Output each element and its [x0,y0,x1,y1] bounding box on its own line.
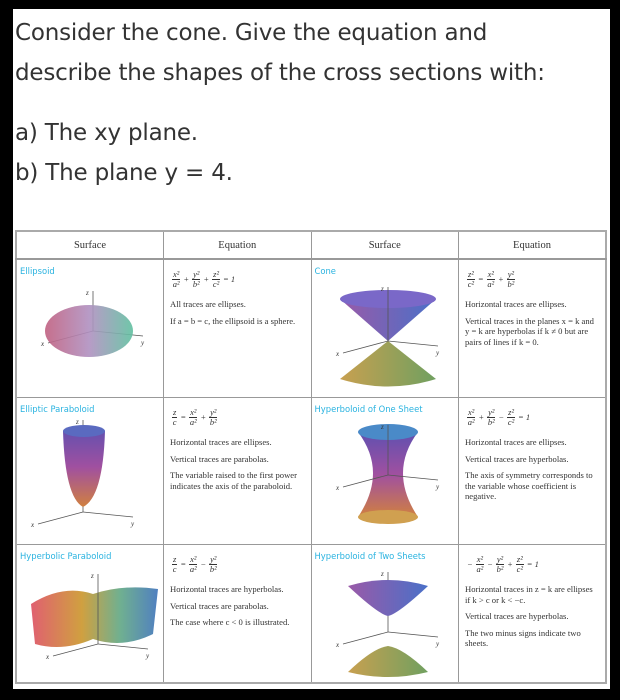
surface-equation [467,555,599,574]
z-axis-label: z [380,284,384,293]
equation-fraction [209,408,217,427]
equation-fraction [476,555,484,574]
numerator: x² [190,554,197,564]
denominator: a² [467,417,475,427]
denominator: b² [487,417,495,427]
surface-cell [16,545,164,683]
equation-operator: − [467,559,473,570]
denominator: a² [189,564,197,574]
paraboloid-surface [63,427,105,507]
question-part-a: a) The xy plane. [15,120,198,146]
surface-cell [16,259,164,398]
equation-fraction [487,408,495,427]
denominator: c [172,417,177,427]
y-axis-label: y [141,338,145,347]
surface-note: The two minus signs indicate two sheets. [465,627,581,648]
denominator: b² [209,417,217,427]
numerator: y² [210,407,217,417]
question-text [15,13,545,193]
numerator: x² [468,407,475,417]
equation-fraction [189,408,197,427]
hyperboloid-one-figure [318,417,458,535]
equation-fraction [507,408,515,427]
x-axis-label: x [46,652,50,661]
numerator: x² [487,269,494,279]
denominator: c² [212,279,220,289]
cone-figure [318,279,458,397]
surface-cell [16,398,164,545]
numerator: z² [516,554,523,564]
surface-cell [311,398,459,545]
surface-note: All traces are ellipses. [170,299,246,309]
equation-cell [164,259,312,398]
surface-equation [467,408,599,427]
equation-fraction [467,270,475,289]
question-line: Consider the cone. Give the equation and [15,20,488,46]
z-axis-label: z [380,422,384,431]
equation-operator: = [180,412,187,423]
z-axis-label: z [380,569,384,578]
z-axis-label: z [86,288,89,297]
equation-operator: − [487,559,493,570]
y-axis-label: y [131,519,135,528]
equation-fraction [496,555,504,574]
surface-note: Vertical traces are parabolas. [170,453,269,464]
denominator: b² [496,564,504,574]
surface-note: The axis of symmetry corresponds to the variable whose coefficient is negative. [465,470,593,501]
denominator: a² [476,564,484,574]
surface-note: Horizontal traces are ellipses. [170,437,272,447]
equation-operator: = 1 [526,559,539,570]
equation-fraction [516,555,524,574]
surface-name: Hyperboloid of Two Sheets [314,551,426,561]
equation-operator: − [200,559,207,570]
hyperboloid-two-figure [318,564,458,682]
ellipsoid-surface [45,305,133,357]
x-axis-label: x [335,640,339,649]
table-header-row [16,231,606,259]
denominator: b² [507,279,515,289]
z-axis-label: z [91,571,94,580]
denominator: a² [189,417,197,427]
denominator: c [172,564,177,574]
equation-operator: + [203,274,210,285]
equation-operator: − [498,412,505,423]
equation-fraction [212,270,220,289]
surface-note: Vertical traces in the planes x = k and y = k are hyperbolas if k ≠ 0 but are pairs of lines if k = 0. [465,315,594,347]
numerator: y² [193,269,200,279]
cone-lower [340,341,436,387]
y-axis-label: y [435,482,439,491]
surface-note: The variable raised to the first power indicates the axis of the paraboloid. [170,470,297,491]
equation-operator: + [507,559,513,570]
equation-cell [459,259,607,398]
equation-operator: + [497,274,504,285]
surface-note: Horizontal traces are hyperbolas. [170,584,284,594]
equation-fraction [192,270,200,289]
lower-sheet [348,646,428,677]
equation-cell [164,545,312,683]
x-axis-label: x [41,339,45,348]
numerator: x² [190,407,197,417]
numerator: y² [496,554,504,564]
equation-operator: = 1 [518,412,531,423]
surface-equation [172,555,305,574]
equation-cell [459,398,607,545]
y-axis-label: y [146,651,150,660]
hyperbolic-paraboloid-figure [23,564,163,682]
table-row [16,545,606,683]
header-equation: Equation [164,231,312,259]
question-line: describe the shapes of the cross sections with: [15,60,545,86]
surface-name: Ellipsoid [20,266,55,276]
header-surface: Surface [16,231,164,259]
surface-note: The case where c < 0 is illustrated. [170,617,290,627]
ellipsoid-figure [23,279,163,397]
numerator: z² [468,269,474,279]
surface-name: Hyperboloid of One Sheet [314,404,423,414]
upper-sheet [348,580,428,616]
y-axis-label: y [435,639,439,648]
equation-operator: = [477,274,484,285]
header-equation: Equation [459,231,607,259]
surface-equation [467,270,599,289]
surface-note: Horizontal traces are ellipses. [465,299,567,309]
denominator: c² [467,279,475,289]
numerator: x² [476,554,484,564]
equation-fraction [467,408,475,427]
equation-cell [459,545,607,683]
denominator: b² [192,279,200,289]
denominator: c² [507,417,515,427]
surface-note: Horizontal traces in z = k are ellipses if k > c or k < −c. [465,584,593,605]
equation-operator: = 1 [223,274,236,285]
equation-operator: + [478,412,485,423]
equation-fraction [507,270,515,289]
y-axis-label: y [435,348,439,357]
numerator: y² [210,554,217,564]
saddle-surface [31,587,158,647]
table-row [16,398,606,545]
surface-equation [172,408,305,427]
equation-operator: + [183,274,190,285]
surface-name: Hyperbolic Paraboloid [20,551,112,561]
equation-operator: + [200,412,207,423]
denominator: b² [209,564,217,574]
denominator: c² [516,564,523,574]
equation-fraction [189,555,197,574]
numerator: z² [508,407,515,417]
surface-note: Horizontal traces are ellipses. [465,437,567,447]
surface-equation [172,270,305,289]
numerator: z [173,407,177,417]
z-axis-label: z [76,417,79,426]
equation-operator: = [180,559,187,570]
page [13,9,610,689]
x-axis-label: x [31,520,35,529]
surface-note: If a = b = c, the ellipsoid is a sphere. [170,315,296,326]
numerator: z [173,554,177,564]
surface-cell [311,545,459,683]
equation-fraction [172,270,180,289]
equation-fraction [487,270,495,289]
x-axis-label: x [335,349,339,358]
denominator: a² [487,279,495,289]
surface-cell [311,259,459,398]
elliptic-paraboloid-figure [23,417,163,535]
surface-note: Vertical traces are parabolas. [170,600,269,611]
x-axis-label: x [335,483,339,492]
numerator: y² [507,269,515,279]
denominator: a² [172,279,180,289]
numerator: z² [213,269,220,279]
numerator: y² [488,407,495,417]
surface-note: Vertical traces are hyperbolas. [465,611,569,621]
numerator: x² [173,269,180,279]
surface-name: Cone [314,266,336,276]
surface-name: Elliptic Paraboloid [20,404,95,414]
header-surface: Surface [311,231,459,259]
equation-cell [164,398,312,545]
equation-fraction [172,555,177,574]
quadric-surfaces-table [15,230,607,684]
equation-fraction [209,555,217,574]
equation-fraction [172,408,177,427]
surface-note: Vertical traces are hyperbolas. [465,453,569,464]
table-row [16,259,606,398]
question-part-b: b) The plane y = 4. [15,160,233,186]
